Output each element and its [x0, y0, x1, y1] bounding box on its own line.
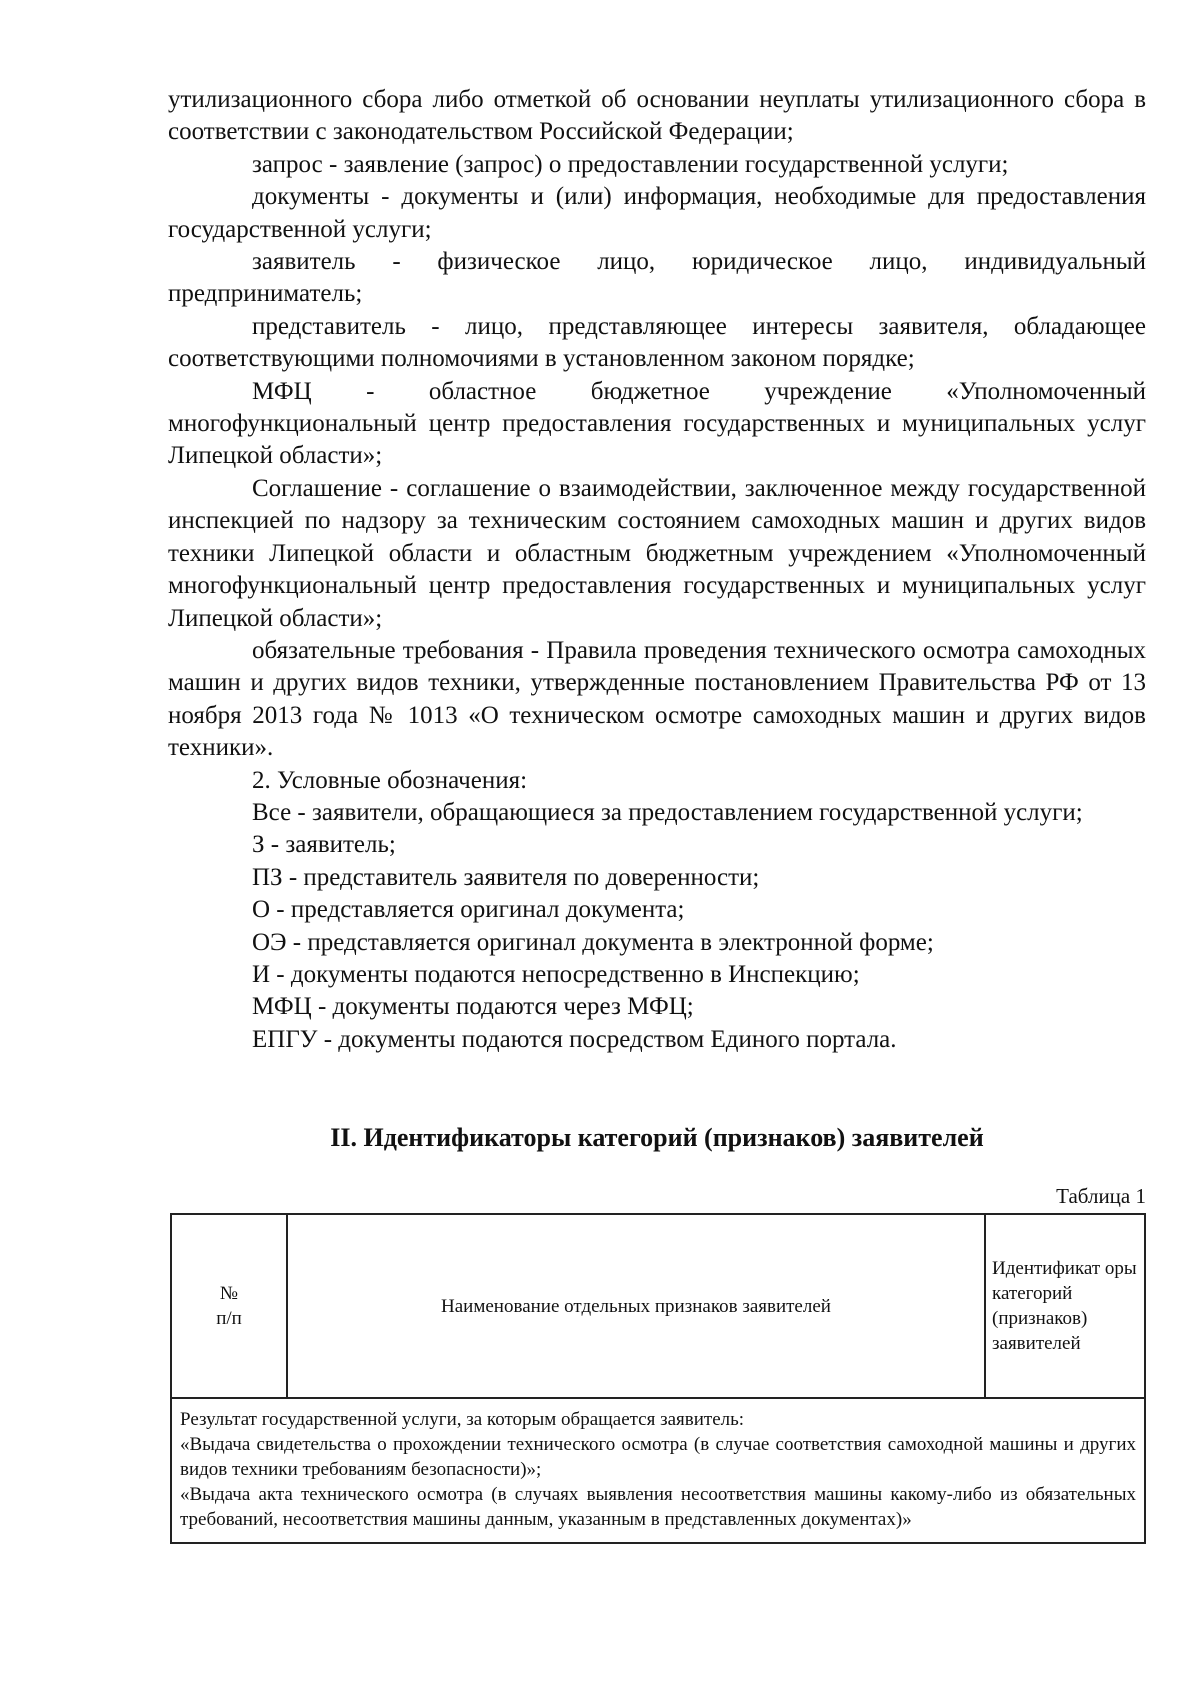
identifiers-table [170, 1213, 1146, 1544]
header-number-line1: № [219, 1283, 239, 1304]
section-heading: II. Идентификаторы категорий (признаков) заявителей [330, 1123, 984, 1152]
legend-item: И - документы подаются непосредственно в Инспекцию; [252, 960, 860, 988]
paragraph-request-definition: запрос - заявление (запрос) о предоставлении государственной услуги; [252, 150, 1009, 178]
table-header-row [171, 1214, 1145, 1398]
result-line: «Выдача свидетельства о прохождении технического осмотра (в случае соответствия самоходной машины и других видов техники требованиям безопасности)»; [180, 1434, 1136, 1480]
paragraph-requirements-definition: обязательные требования - Правила проведения технического осмотра самоходных машин и других видов техники, утвержденные постановлением Правительства РФ от 13 ноября 2013 года № 1013 «О техническом осмотре самоходных машин и других видов техники». [168, 636, 1146, 762]
result-line: «Выдача акта технического осмотра (в случаях выявления несоответствия машины какому-либо из обязательных требований, несоответствия машины данным, указанным в представленных документах)» [180, 1484, 1136, 1530]
legend-item: МФЦ - документы подаются через МФЦ; [252, 993, 694, 1021]
header-name: Наименование отдельных признаков заявителей [287, 1214, 985, 1398]
paragraph-symbols-heading: 2. Условные обозначения: [252, 766, 528, 794]
paragraph-utilization-fee: утилизационного сбора либо отметкой об основании неуплаты утилизационного сбора в соответствии с законодательством Российской Федерации; [168, 86, 1146, 146]
header-number [171, 1214, 287, 1398]
header-identifiers: Идентификат оры категорий (признаков) заявителей [985, 1214, 1145, 1398]
paragraph-all-applicants: Все - заявители, обращающиеся за предоставлением государственной услуги; [252, 798, 1083, 826]
legend-item: О - представляется оригинал документа; [252, 896, 685, 924]
document-body [168, 84, 1146, 1056]
paragraph-documents-definition: документы - документы и (или) информация, необходимые для предоставления государственной услуги; [168, 183, 1146, 243]
table-row [171, 1398, 1145, 1543]
legend-item: ЕПГУ - документы подаются посредством Единого портала. [252, 1025, 897, 1053]
legend-list [168, 829, 1146, 1056]
paragraph-mfc-definition: МФЦ - областное бюджетное учреждение «Уполномоченный многофункциональный центр предоставления государственных и муниципальных услуг Липецкой области»; [168, 377, 1146, 470]
legend-item: ПЗ - представитель заявителя по доверенности; [252, 863, 760, 891]
paragraph-applicant-definition: заявитель - физическое лицо, юридическое лицо, индивидуальный предприниматель; [168, 248, 1146, 308]
paragraph-agreement-definition: Соглашение - соглашение о взаимодействии, заключенное между государственной инспекцией по надзору за техническим состоянием самоходных машин и других видов техники Липецкой области и областным бюджетным учреждением «Уполномоченный многофункциональный центр предоставления государственных и муниципальных услуг Липецкой области»; [168, 474, 1146, 632]
legend-item: ОЭ - представляется оригинал документа в электронной форме; [252, 928, 934, 956]
header-number-line2: п/п [216, 1308, 242, 1329]
paragraph-representative-definition: представитель - лицо, представляющее интересы заявителя, обладающее соответствующими полномочиями в установленном законом порядке; [168, 312, 1146, 373]
legend-item: З - заявитель; [252, 831, 396, 859]
result-cell [171, 1398, 1145, 1543]
result-line: Результат государственной услуги, за которым обращается заявитель: [180, 1409, 745, 1430]
table-caption: Таблица 1 [1056, 1184, 1146, 1208]
